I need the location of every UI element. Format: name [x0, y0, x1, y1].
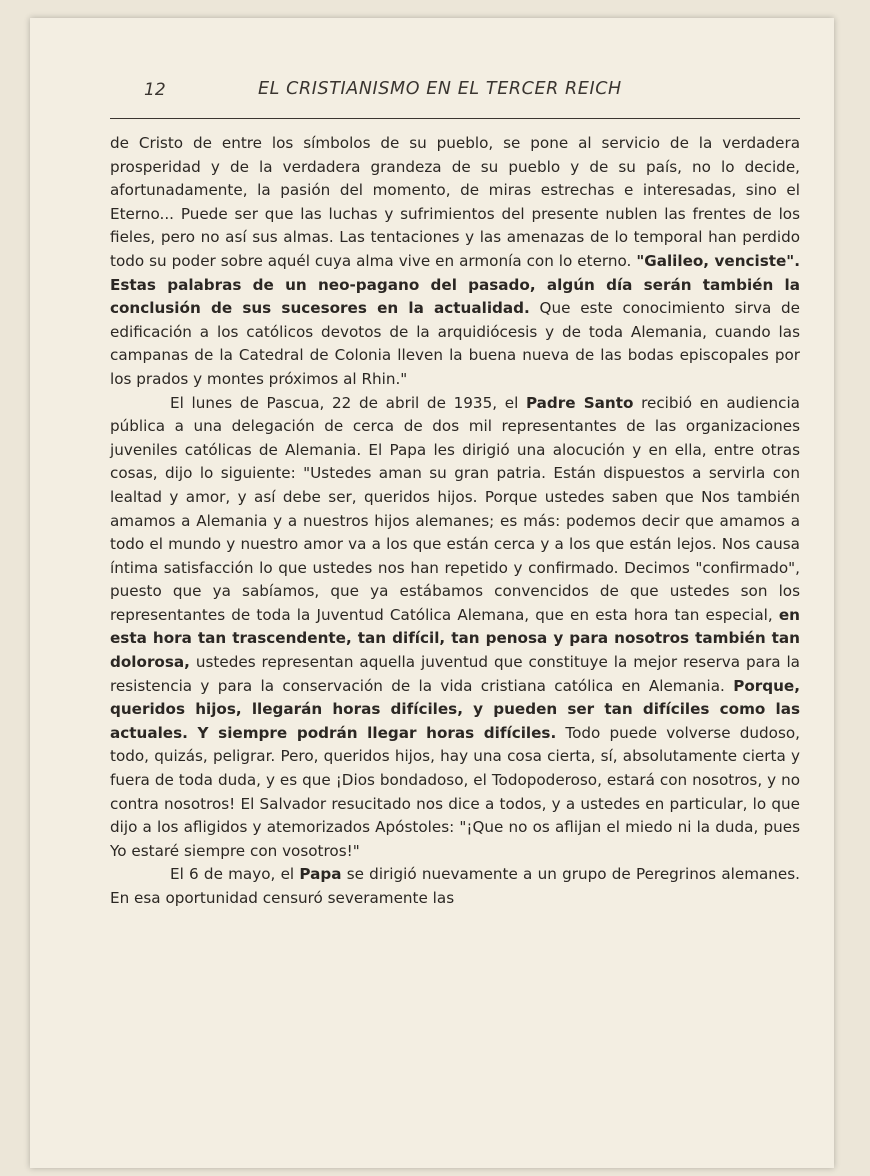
text-segment: ustedes representan aquella juventud que constituye la mejor reserva para la resistencia y para la conservación de la vida cristiana católica en Alemania.: [110, 653, 800, 695]
paragraph-3: [110, 863, 800, 910]
text-segment: recibió en audiencia pública a una delegación de cerca de dos mil representantes de las organizaciones juveniles católicas de Alemania. El Papa les dirigió una alocución y en ella, entre otras cosas, dijo lo siguiente: "Ustedes aman su gran patria. Están dispuestos a servirla con lealtad y amor, y así debe ser, queridos hijos. Porque ustedes saben que Nos también amamos a Alemania y a nuestros hijos alemanes; es más: podemos decir que amamos a todo el mundo y nuestro amor va a los que están cerca y a los que están lejos. Nos causa íntima satisfacción lo que ustedes nos han repetido y confirmado. Decimos "confirmado", puesto que ya sabíamos, que ya estábamos convencidos de que ustedes son los representantes de toda la Juventud Católica Alemana, que en esta hora tan especial,: [110, 393, 800, 624]
text-segment: El 6 de mayo, el: [170, 865, 300, 884]
text-segment: de Cristo de entre los símbolos de su pueblo, se pone al servicio de la verdadera prosperidad y de la verdadera grandeza de su pueblo y de su país, no lo decide, afortunadamente, la pasión del momento, de miras estrechas e interesadas, sino el Eterno... Puede ser que las luchas y sufrimientos del presente nublen las frentes de los fieles, pero no así sus almas. Las tentaciones y las amenazas de lo temporal han perdido todo su poder sobre aquél cuya alma vive en armonía con lo eterno.: [110, 134, 800, 270]
page-header: [110, 76, 800, 119]
text-segment: El lunes de Pascua, 22 de abril de 1935, el: [170, 393, 526, 412]
text-segment: se dirigió nuevamente a un grupo de Peregrinos alemanes. En esa oportunidad censuró severamente las: [110, 865, 801, 907]
text-segment: Que este conocimiento sirva de edificación a los católicos devotos de la arquidiócesis y de toda Alemania, cuando las campanas de la Catedral de Colonia lleven la buena nueva de las bodas episcopales por los prados y montes próximos al Rhin.": [110, 299, 800, 388]
text-segment-bold: "Galileo, venciste". Estas palabras de un neo-pagano del pasado, algún día serán también la conclusión de sus sucesores en la actualidad.: [110, 251, 800, 318]
text-segment-bold: en esta hora tan trascendente, tan difícil, tan penosa y para nosotros también tan dolorosa,: [110, 605, 800, 672]
text-segment-bold: Papa: [299, 865, 342, 884]
page-body: [110, 132, 800, 911]
running-title: EL CRISTIANISMO EN EL TERCER REICH: [258, 79, 622, 99]
text-segment-bold: Padre Santo: [525, 393, 634, 412]
paragraph-1: [110, 132, 800, 392]
text-segment: Todo puede volverse dudoso, todo, quizás, peligrar. Pero, queridos hijos, hay una cosa cierta, sí, absolutamente cierta y fuera de toda duda, y es que ¡Dios bondadoso, el Todopoderoso, estará con nosotros, y no contra nosotros! El Salvador resucitado nos dice a todos, y a ustedes en particular, lo que dijo a los afligidos y atemorizados Apóstoles: "¡Que no os aflijan el miedo ni la duda, pues Yo estaré siempre con vosotros!": [110, 723, 800, 860]
page-number: 12: [144, 80, 166, 100]
paragraph-2: [110, 392, 800, 864]
book-page: [30, 18, 834, 1168]
text-segment-bold: Porque, queridos hijos, llegarán horas difíciles, y pueden ser tan difíciles como las actuales. Y siempre podrán llegar horas difíciles.: [110, 676, 800, 742]
